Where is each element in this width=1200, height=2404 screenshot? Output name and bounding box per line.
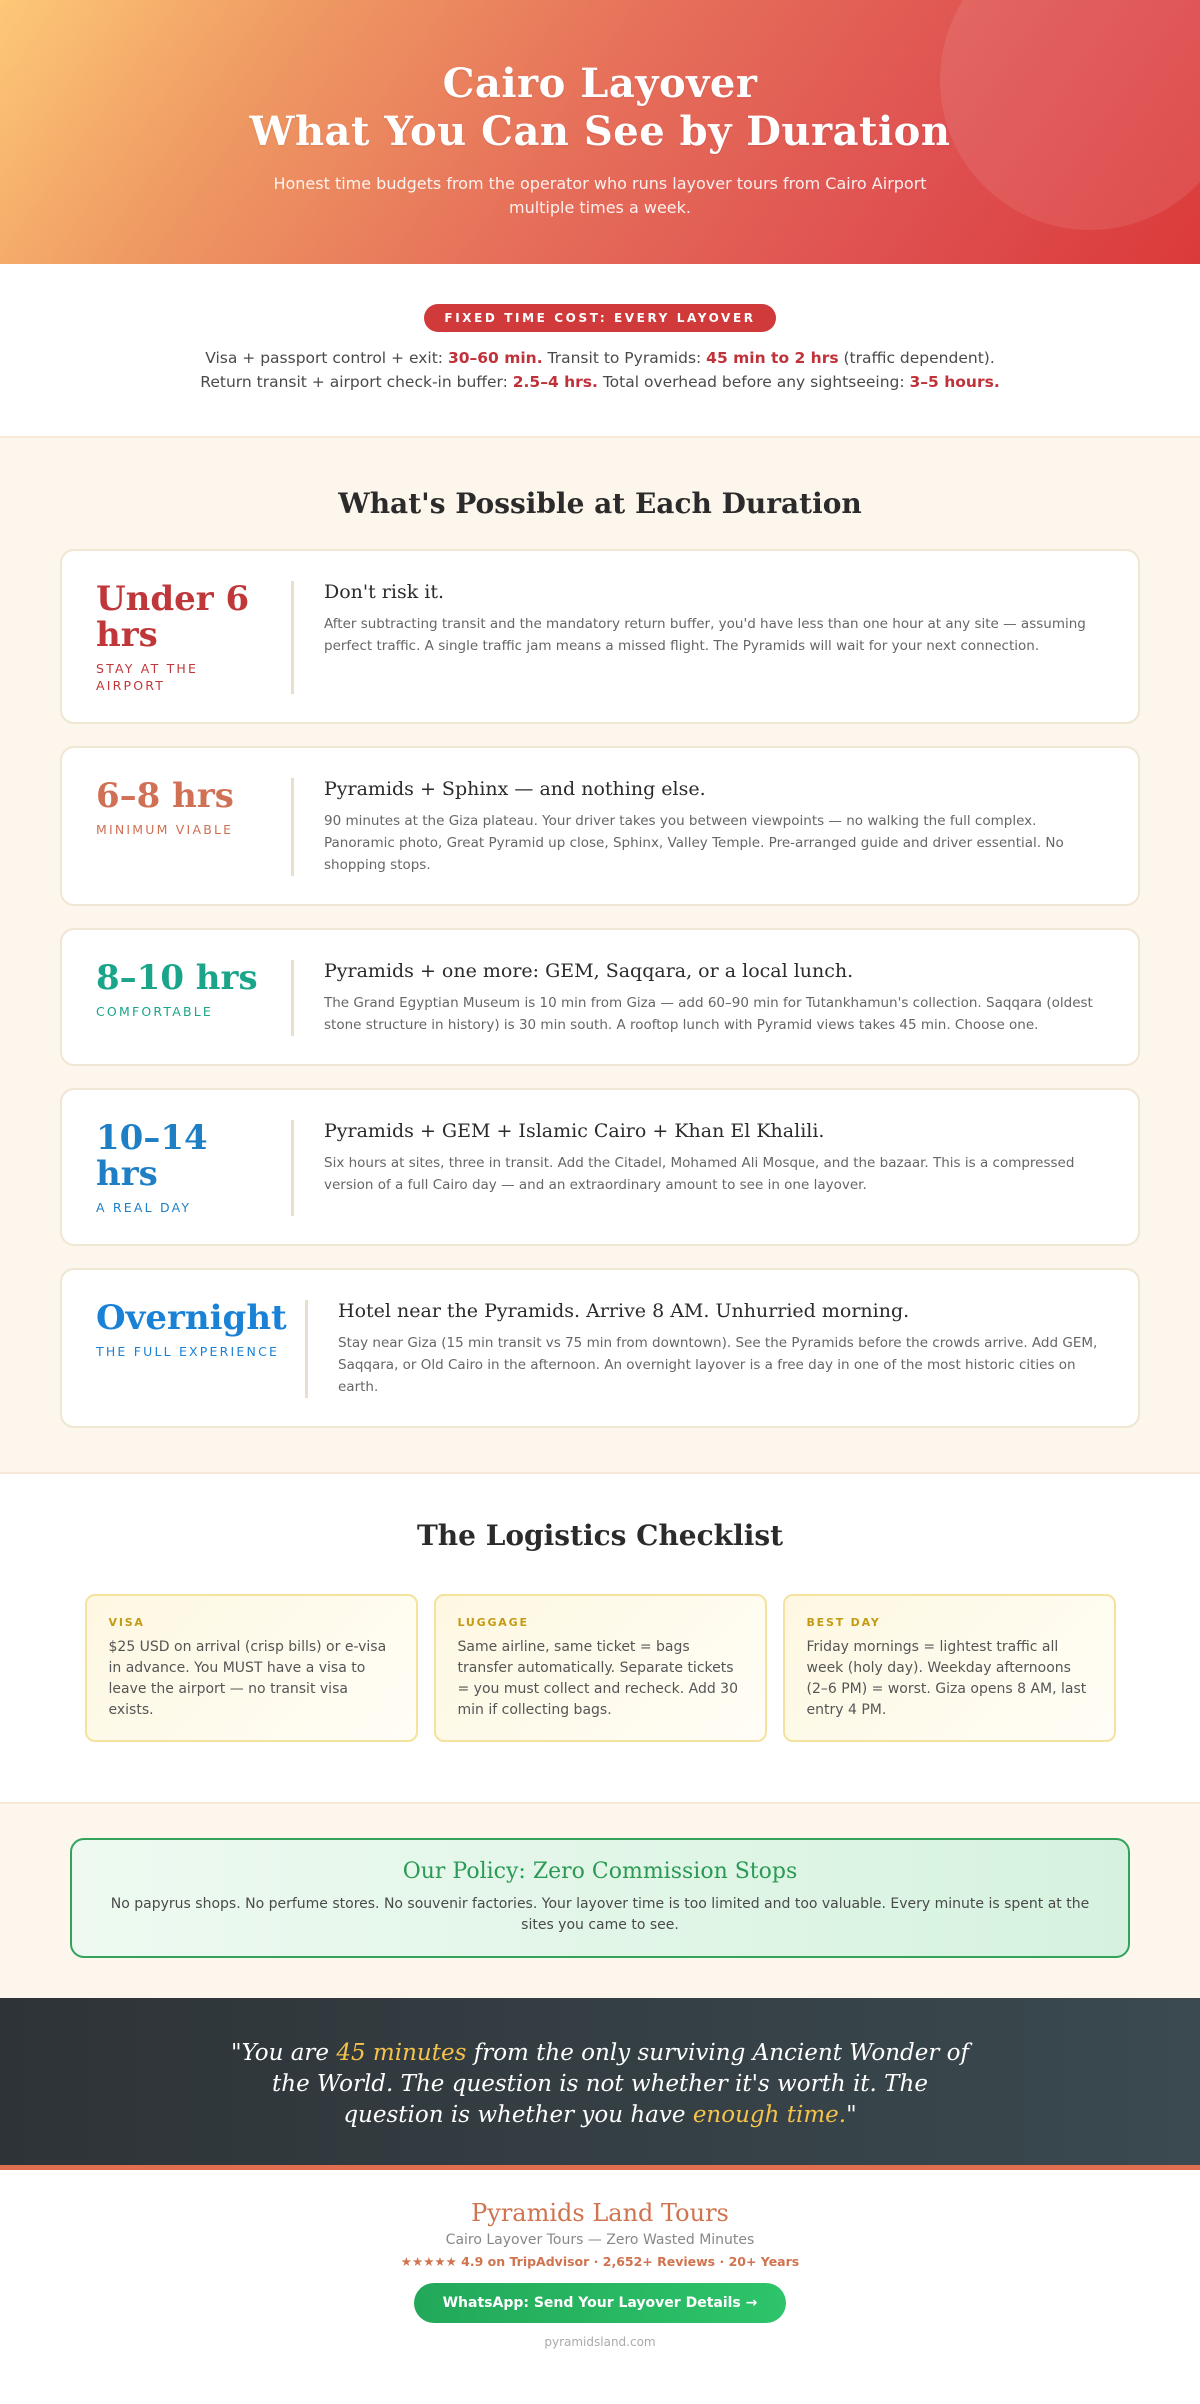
fc-text: Visa + passport control + exit: [205,349,448,367]
duration-section [0,438,1200,1474]
duration-card-body [294,778,1138,876]
fc-highlight: 3–5 hours. [909,373,1000,391]
duration-card [60,1088,1140,1246]
quote-banner [0,1998,1200,2170]
duration-description: Stay near Giza (15 min transit vs 75 min from downtown). See the Pyramids before the crowds arrive. Add GEM, Saqqara, or Old Cairo in the afternoon. An overnight layover is a free day in one of the most historic cities on earth. [338,1335,1098,1395]
fixed-cost-section [0,264,1200,438]
checklist-item-body: $25 USD on arrival (crisp bills) or e-visa in advance. You MUST have a visa to leave the airport — no transit visa exists. [108,1639,387,1718]
duration-label: Under 6 hrs [96,579,250,655]
duration-card-label-col [96,1120,294,1216]
duration-sublabel: A REAL DAY [96,1200,192,1215]
checklist-item-title: VISA [108,1616,145,1629]
duration-heading: Pyramids + GEM + Islamic Cairo + Khan El Khalili. [324,1120,825,1142]
duration-card-body [294,1120,1138,1216]
duration-heading: Pyramids + one more: GEM, Saqqara, or a local lunch. [324,960,854,982]
duration-sublabel: MINIMUM VIABLE [96,822,234,837]
whatsapp-button[interactable]: WhatsApp: Send Your Layover Details → [414,2283,786,2323]
duration-cards [60,549,1140,1428]
checklist-items [0,1594,1200,1742]
footer [0,2170,1200,2360]
policy-section [0,1804,1200,1998]
duration-heading: Pyramids + Sphinx — and nothing else. [324,778,706,800]
rating-line: ★★★★★ 4.9 on TripAdvisor · 2,652+ Reviews · 20+ Years [400,2254,800,2269]
fc-text: Return transit + airport check-in buffer: [200,373,513,391]
duration-sublabel: THE FULL EXPERIENCE [96,1344,280,1359]
policy-box [70,1838,1130,1958]
fixed-cost-text [0,346,1200,394]
duration-label: 6–8 hrs [96,776,234,816]
duration-card [60,549,1140,724]
duration-card [60,928,1140,1066]
duration-description: After subtracting transit and the mandatory return buffer, you'd have less than one hour at any site — assuming perfect traffic. A single traffic jam means a missed flight. The Pyramids will wait for your next connection. [324,616,1086,654]
quote-part: " [846,2102,857,2128]
checklist-item-body: Friday mornings = lightest traffic all week (holy day). Weekday afternoons (2–6 PM) = worst. Giza opens 8 AM, last entry 4 PM. [806,1639,1087,1718]
checklist-item-title: BEST DAY [806,1616,881,1629]
duration-section-title: What's Possible at Each Duration [338,487,862,520]
fc-text: Transit to Pyramids: [542,349,707,367]
site-link[interactable]: pyramidsland.com [544,2335,656,2349]
duration-sublabel: STAY AT THE AIRPORT [96,661,199,693]
fixed-cost-line-1 [0,346,1200,370]
quote-part: from the only surviving Ancient Wonder of the World. The question is not whether it's worth it. The question is whether you have [272,2040,970,2128]
page-title [0,0,1200,156]
duration-card-body [308,1300,1138,1398]
brand-name: Pyramids Land Tours [471,2199,729,2227]
fixed-cost-line-2 [0,370,1200,394]
duration-card-label-col [96,1300,308,1398]
checklist-item-body: Same airline, same ticket = bags transfer automatically. Separate tickets = you must collect and recheck. Add 30 min if collecting bags. [457,1639,738,1718]
fc-text: Total overhead before any sightseeing: [597,373,910,391]
page-title-line1: Cairo Layover [442,60,758,107]
duration-card-body [294,960,1138,1036]
logistics-checklist-section [0,1474,1200,1804]
policy-title: Our Policy: Zero Commission Stops [402,1859,798,1884]
checklist-item-luggage [434,1594,767,1742]
quote-part: "You are [230,2040,337,2066]
duration-card-label-col [96,581,294,694]
fc-highlight: 2.5–4 hrs. [512,373,598,391]
duration-card-label-col [96,960,294,1036]
quote-text [230,2038,970,2131]
checklist-item-visa [85,1594,418,1742]
fc-highlight: 30–60 min. [447,349,543,367]
duration-card [60,746,1140,906]
duration-label: 8–10 hrs [96,958,258,998]
duration-card-body [294,581,1138,694]
checklist-item-best-day [783,1594,1116,1742]
hero-subtitle: Honest time budgets from the operator who runs layover tours from Cairo Airport multiple times a week. [273,174,927,217]
duration-label: Overnight [96,1298,287,1338]
fc-text: (traffic dependent). [838,349,995,367]
fc-highlight: 45 min to 2 hrs [706,349,839,367]
duration-card-label-col [96,778,294,876]
policy-body: No papyrus shops. No perfume stores. No souvenir factories. Your layover time is too limited and too valuable. Every minute is spent at the sites you came to see. [110,1896,1090,1933]
duration-heading: Hotel near the Pyramids. Arrive 8 AM. Unhurried morning. [338,1300,910,1322]
duration-description: Six hours at sites, three in transit. Add the Citadel, Mohamed Ali Mosque, and the bazaar. This is a compressed version of a full Cairo day — and an extraordinary amount to see in one layover. [324,1155,1075,1193]
hero-banner [0,0,1200,264]
duration-sublabel: COMFORTABLE [96,1004,214,1019]
duration-card [60,1268,1140,1428]
page-title-line2: What You Can See by Duration [249,108,951,155]
duration-label: 10–14 hrs [96,1118,208,1194]
duration-description: The Grand Egyptian Museum is 10 min from Giza — add 60–90 min for Tutankhamun's collection. Saqqara (oldest stone structure in history) is 30 min south. A rooftop lunch with Pyramid views takes 45 min. Choose one. [324,995,1093,1033]
checklist-title: The Logistics Checklist [416,1519,784,1552]
checklist-item-title: LUGGAGE [457,1616,529,1629]
quote-highlight: 45 minutes [336,2040,467,2066]
duration-description: 90 minutes at the Giza plateau. Your driver takes you between viewpoints — no walking the full complex. Panoramic photo, Great Pyramid up close, Sphinx, Valley Temple. Pre-arranged guide and driver essential. No shopping stops. [324,813,1064,873]
quote-highlight: enough time. [692,2102,847,2128]
duration-heading: Don't risk it. [324,581,445,603]
fixed-cost-badge: FIXED TIME COST: EVERY LAYOVER [424,304,775,332]
brand-tagline: Cairo Layover Tours — Zero Wasted Minutes [445,2232,755,2248]
